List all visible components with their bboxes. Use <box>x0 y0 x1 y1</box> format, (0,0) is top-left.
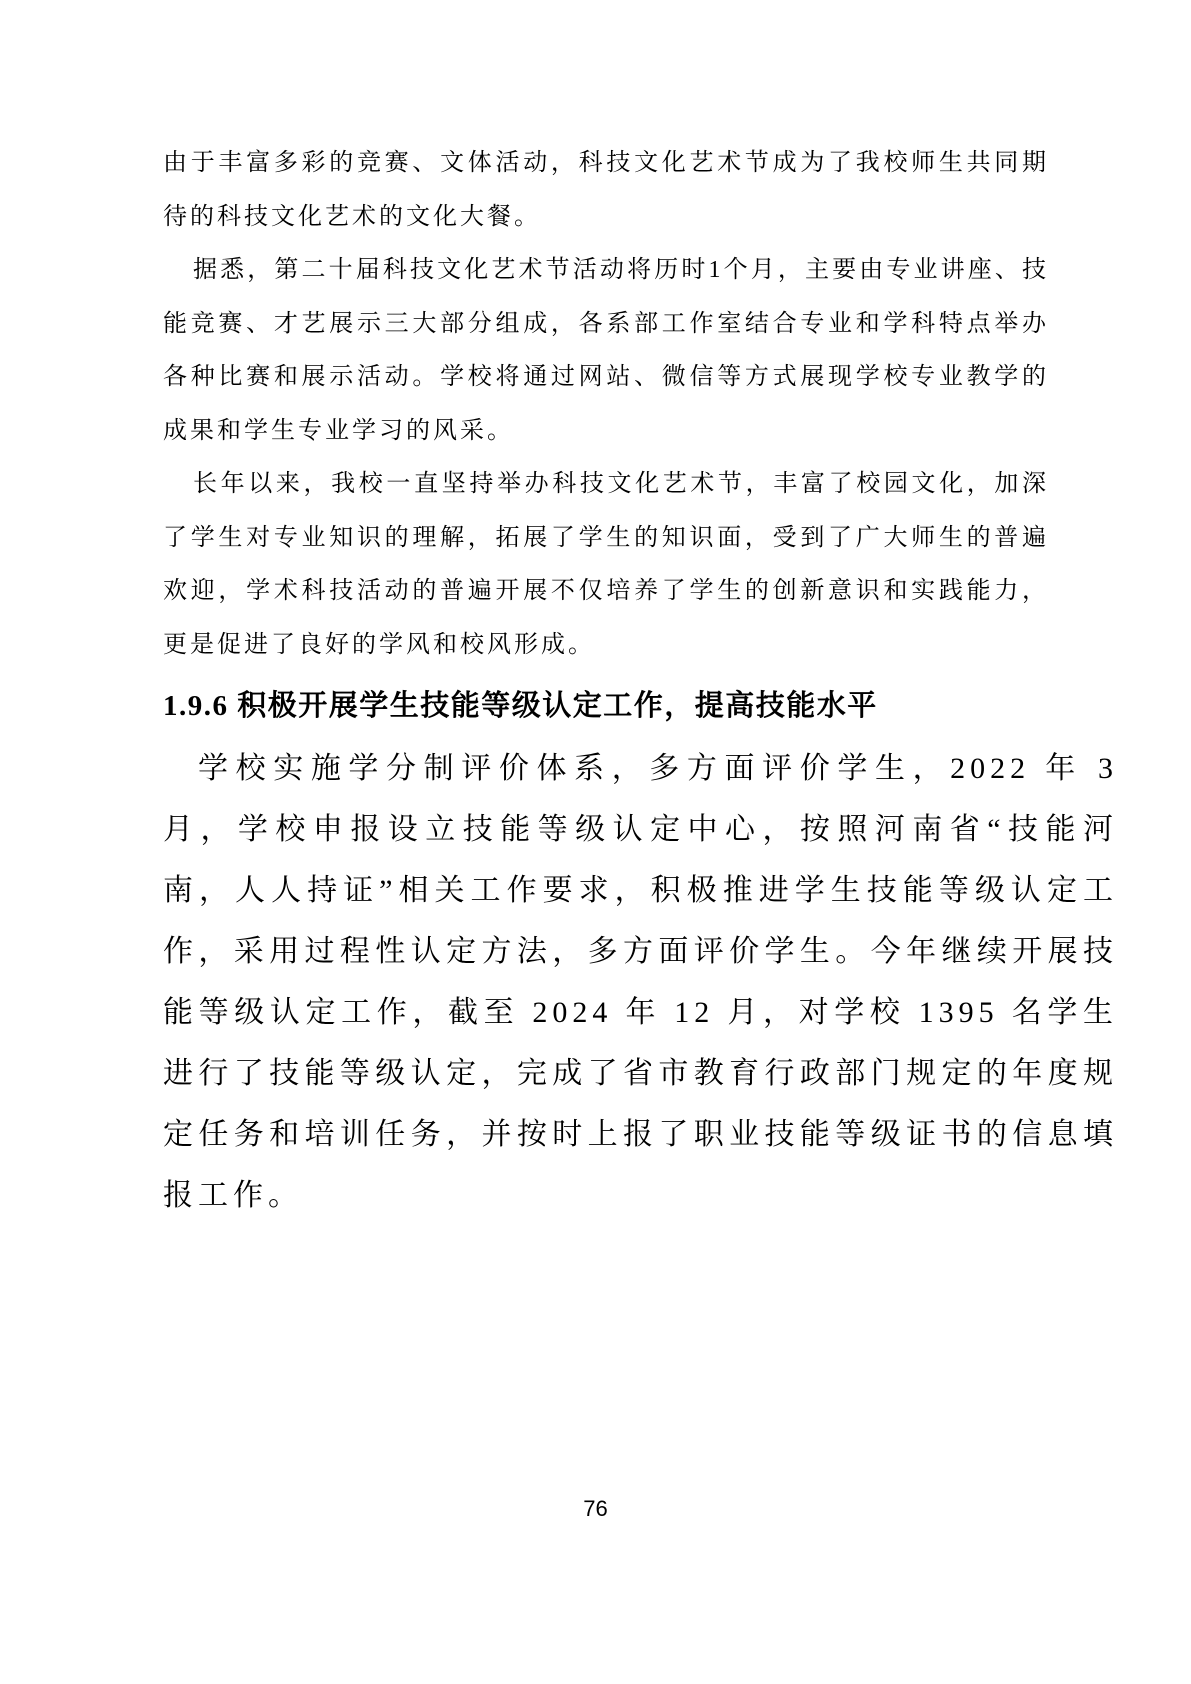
page-number: 76 <box>583 1496 608 1521</box>
page-footer <box>0 1496 1191 1522</box>
section-heading-1-9-6: 1.9.6 积极开展学生技能等级认定工作，提高技能水平 <box>163 690 878 722</box>
paragraph-festival-news: 据悉，第二十届科技文化艺术节活动将历时1个月，主要由专业讲座、技能竞赛、才艺展示三大部分组成，各系部工作室结合专业和学科特点举办各种比赛和展示活动。学校将通过网站、微信等方式展现学校专业教学的成果和学生专业学习的风采。 <box>163 257 1049 444</box>
page-body <box>163 137 1118 1226</box>
paragraph-skill-certification: 学校实施学分制评价体系，多方面评价学生，2022 年 3 月，学校申报设立技能等级认定中心，按照河南省“技能河南，人人持证”相关工作要求，积极推进学生技能等级认定工作，采用过程性认定方法，多方面评价学生。今年继续开展技能等级认定工作，截至 2024 年 12 月，对学校 1395 名学生进行了技能等级认定，完成了省市教育行政部门规定的年度规定任务和培训任务，并按时上报了职业技能等级证书的信息填报工作。 <box>163 752 1118 1212</box>
paragraph-continued-from-previous-page: 由于丰富多彩的竞赛、文体活动，科技文化艺术节成为了我校师生共同期待的科技文化艺术的文化大餐。 <box>163 150 1049 230</box>
paragraph-festival-summary: 长年以来，我校一直坚持举办科技文化艺术节，丰富了校园文化，加深了学生对专业知识的理解，拓展了学生的知识面，受到了广大师生的普遍欢迎，学术科技活动的普遍开展不仅培养了学生的创新意识和实践能力，更是促进了良好的学风和校风形成。 <box>163 471 1049 658</box>
